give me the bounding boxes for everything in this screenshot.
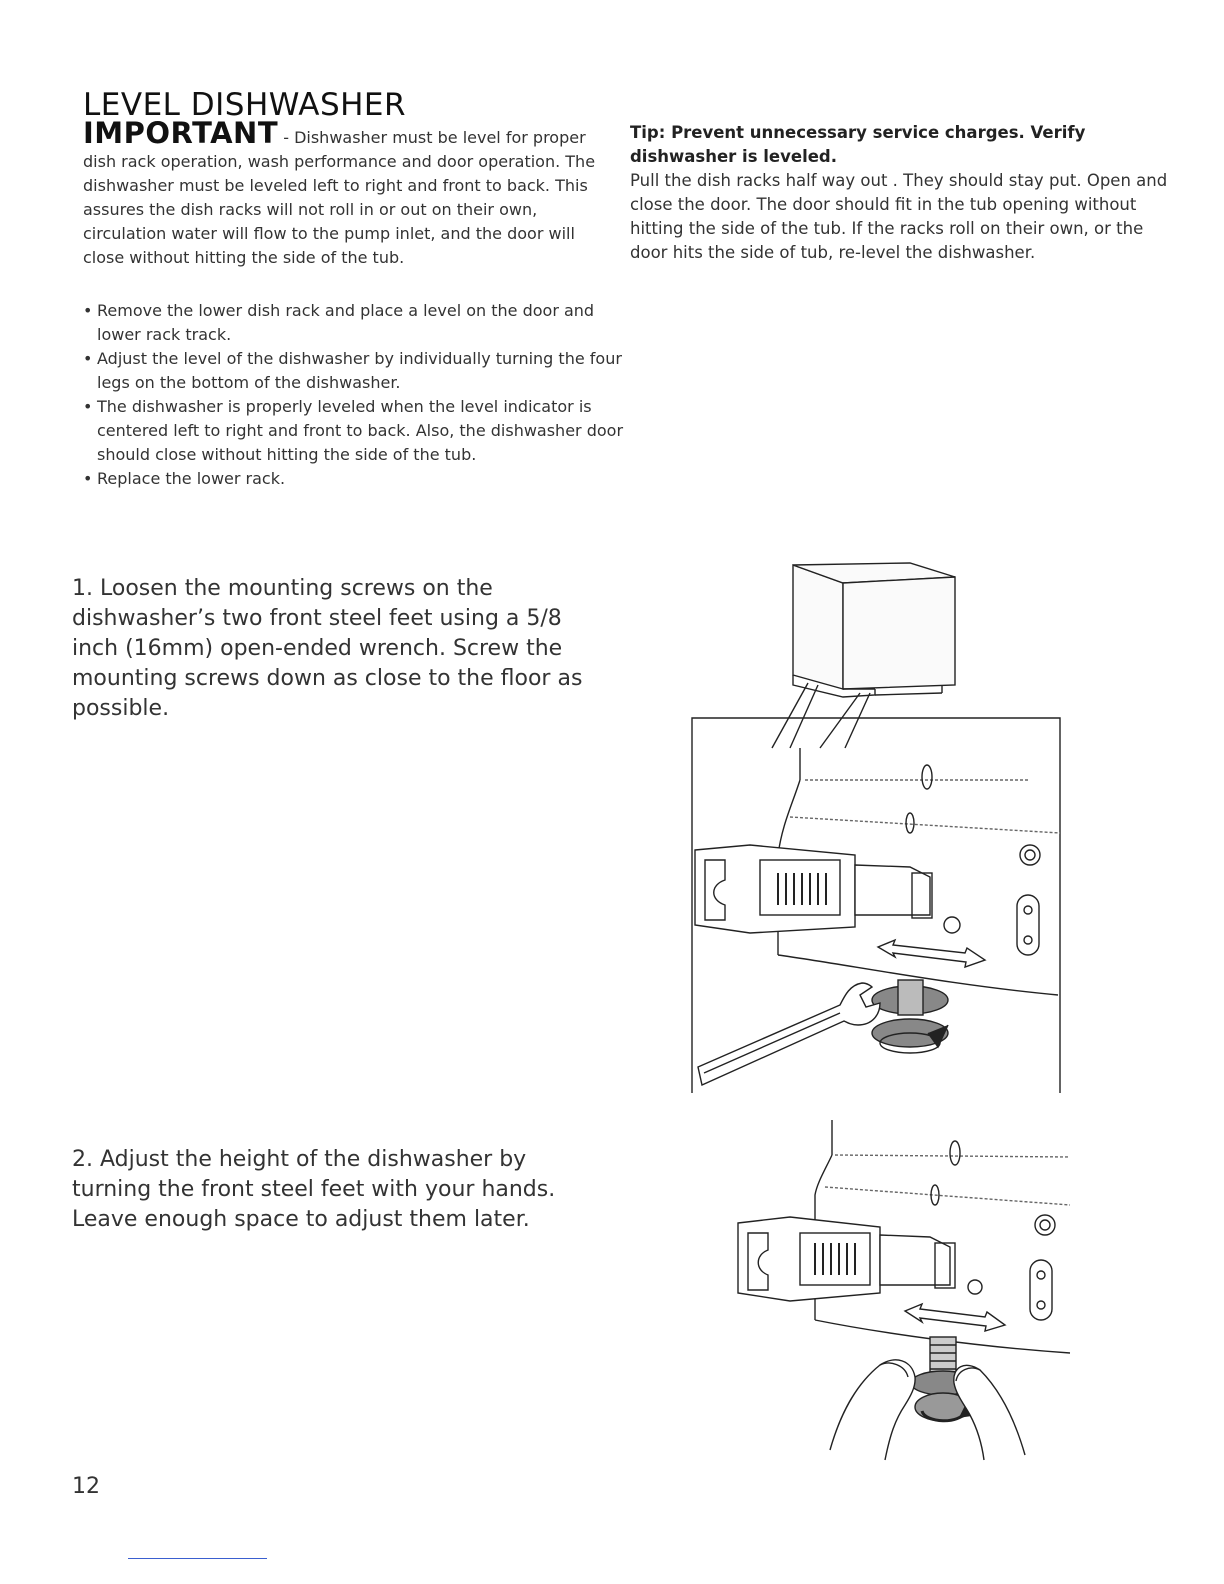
step-number: 1. bbox=[72, 576, 93, 601]
important-text: - Dishwasher must be level for proper dish rack operation, wash performance and door operation. The dishwasher must be leveled left to right and front to back. This assures the dish racks will not roll in or out on their own, circulation water will flow to the pump inlet, and the door will close without hitting the side of the tub. bbox=[83, 128, 596, 267]
list-item: • Remove the lower dish rack and place a level on the door and lower rack track. bbox=[83, 299, 623, 347]
step-number: 2. bbox=[72, 1147, 93, 1172]
bracket-icon bbox=[738, 1217, 955, 1301]
tip-body: Pull the dish racks half way out . They should stay put. Open and close the door. The door should fit in the tub opening without hitting the side of the tub. If the racks roll on their own, or the door hits the side of tub, re-level the dishwasher. bbox=[630, 171, 1168, 262]
tip-heading: Tip: Prevent unnecessary service charges. Verify dishwasher is leveled. bbox=[630, 123, 1086, 166]
step-1 bbox=[72, 574, 612, 724]
double-arrow-icon bbox=[905, 1304, 1005, 1331]
list-item: • The dishwasher is properly leveled when the level indicator is centered left to right and front to back. Also, the dishwasher door should close without hitting the side of the tub. bbox=[83, 395, 623, 467]
bolt-icon bbox=[1035, 1215, 1055, 1235]
instruction-list bbox=[83, 299, 623, 491]
list-item: • Replace the lower rack. bbox=[83, 467, 623, 491]
list-item: • Adjust the level of the dishwasher by individually turning the four legs on the bottom of the dishwasher. bbox=[83, 347, 623, 395]
screw-icon bbox=[944, 917, 960, 933]
slot-icon bbox=[1030, 1260, 1052, 1320]
tip-notice bbox=[630, 121, 1170, 265]
hand-adjust-illustration bbox=[730, 1115, 1075, 1465]
screw-icon bbox=[968, 1280, 982, 1294]
wrench-foot-illustration bbox=[680, 555, 1080, 1100]
step-text: Adjust the height of the dishwasher by turning the front steel feet with your hands. Leave enough space to adjust them later. bbox=[72, 1147, 556, 1232]
double-arrow-icon bbox=[878, 940, 985, 967]
important-notice bbox=[83, 116, 613, 270]
page-number: 12 bbox=[72, 1474, 100, 1499]
step-text: Loosen the mounting screws on the dishwasher’s two front steel feet using a 5/8 inch (16mm) open-ended wrench. Screw the mounting screws down as close to the floor as possible. bbox=[72, 576, 583, 721]
dishwasher-icon bbox=[793, 563, 955, 697]
bracket-icon bbox=[695, 845, 932, 933]
important-label: IMPORTANT bbox=[83, 116, 279, 150]
wrench-icon bbox=[698, 983, 880, 1085]
slot-icon bbox=[1017, 895, 1039, 955]
rotation-arrow-icon bbox=[872, 980, 948, 1053]
step-2 bbox=[72, 1145, 612, 1235]
bolt-icon bbox=[1020, 845, 1040, 865]
page-title: LEVEL DISHWASHER bbox=[83, 86, 407, 123]
footer-rule bbox=[128, 1558, 267, 1559]
